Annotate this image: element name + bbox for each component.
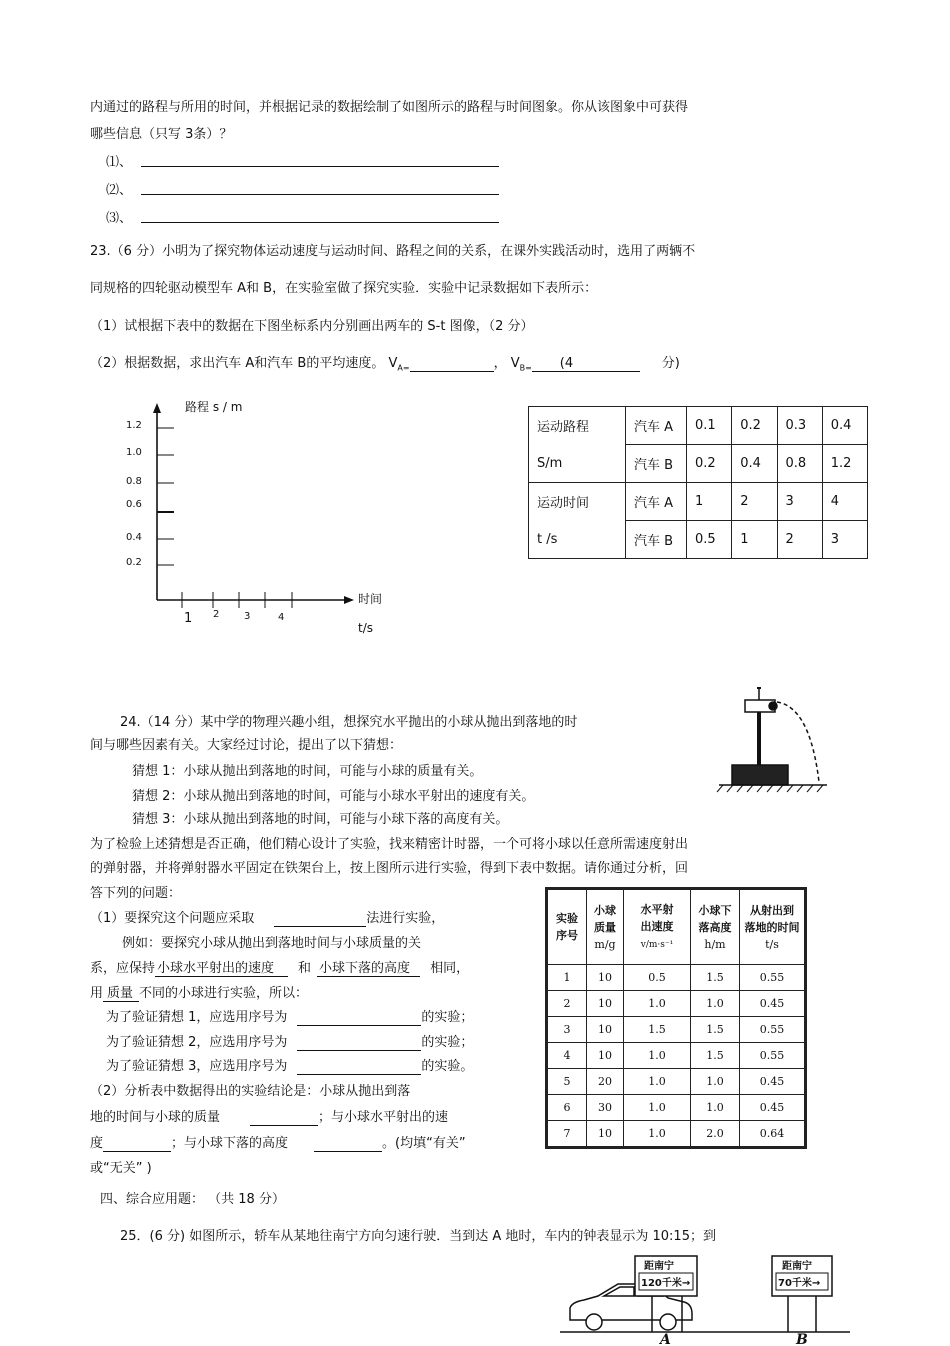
x-tick-label: 2 (213, 609, 220, 620)
q24-conclusion-3: 度 ；与小球下落的高度 。(均填“有关” (90, 1136, 466, 1151)
guess-3: 猜想 3：小球从抛出到落地的时间，可能与小球下落的高度有关。 (132, 812, 509, 827)
sign-b-distance: 70千米→ (778, 1278, 821, 1289)
label-b: B (796, 1332, 808, 1346)
sign-a-top: 距南宁 (644, 1261, 674, 1272)
table-row: 7 10 1.0 2.0 0.64 (547, 1121, 806, 1148)
table-row: 1 10 0.5 1.5 0.55 (547, 965, 806, 991)
x-tick-label: 1 (184, 611, 193, 626)
table-row: 5 20 1.0 1.0 0.45 (547, 1069, 806, 1095)
verify-1: 为了验证猜想 1，应选用序号为 的实验； (106, 1010, 474, 1025)
table-cell: 1 (732, 521, 777, 559)
table-cell: 0.3 (777, 407, 822, 445)
x-axis-unit: t/s (358, 621, 373, 635)
table-cell: 0.1 (687, 407, 732, 445)
q24-sub-2: 例如：要探究小球从抛出到落地时间与小球质量的关 (122, 936, 422, 951)
q24-line-2: 间与哪些因素有关。大家经过讨论，提出了以下猜想： (90, 738, 403, 753)
car-b-label: 汽车 B (626, 521, 687, 559)
table-row: 6 30 1.0 1.0 0.45 (547, 1095, 806, 1121)
x-axis-arrow (344, 596, 354, 604)
table-cell: 4 (822, 483, 867, 521)
table-header: 实验 序号 (547, 889, 587, 965)
answer-item-1: ⑴、 (106, 155, 133, 170)
answer-line-3 (141, 222, 499, 223)
y-tick-label: 0.2 (126, 557, 142, 568)
intro-line-2: 哪些信息（只写 3条）？ (90, 127, 233, 142)
car-b-label: 汽车 B (626, 445, 687, 483)
answer-line-2 (141, 194, 499, 195)
q24-para-2: 的弹射器，并将弹射器水平固定在铁架台上，按上图所示进行实验，得到下表中数据。请你通过分析，回 (90, 861, 689, 876)
road-figure (560, 1252, 850, 1346)
time-unit: t /s (529, 521, 626, 559)
y-tick-label: 0.4 (126, 532, 142, 543)
x-tick-label: 4 (278, 612, 285, 623)
q24-para-1: 为了检验上述猜想是否正确，他们精心设计了实验，找来精密计时器，一个可将小球以任意所需速度射出 (90, 837, 689, 852)
q23-sub-2: （2）根据数据，求出汽车 A和汽车 B的平均速度。 $V_{A=}$ ， $V_{B=}$ (4 分) (90, 356, 680, 373)
verify-2: 为了验证猜想 2，应选用序号为 的实验； (106, 1035, 474, 1050)
car-wheel (586, 1314, 602, 1330)
sign-a-distance: 120千米→ (641, 1278, 691, 1289)
answer-line-1 (141, 166, 499, 167)
guess-1: 猜想 1：小球从抛出到落地的时间，可能与小球的质量有关。 (132, 764, 483, 779)
table-cell: 0.4 (822, 407, 867, 445)
q24-conclusion-1: （2）分析表中数据得出的实验结论是：小球从抛出到落 (90, 1084, 411, 1099)
table-cell: 3 (777, 483, 822, 521)
car-data-table (528, 406, 868, 559)
table-cell: 2 (777, 521, 822, 559)
table-cell: 0.4 (732, 445, 777, 483)
x-axis-label: 时间 (358, 592, 383, 606)
q24-sub-1: （1）要探究这个问题应采取 法进行实验， (90, 911, 445, 926)
q23-sub-1: （1）试根据下表中的数据在下图坐标系内分别画出两车的 S-t 图像，（2 分） (90, 319, 534, 334)
s-t-graph (110, 395, 400, 645)
y-tick-label: 1.2 (126, 420, 142, 431)
table-cell: 0.8 (777, 445, 822, 483)
launcher-figure (715, 682, 830, 804)
x-tick-label: 3 (244, 611, 251, 622)
car-a-label: 汽车 A (626, 483, 687, 521)
guess-2: 猜想 2：小球从抛出到落地的时间，可能与小球水平射出的速度有关。 (132, 789, 535, 804)
table-cell: 0.2 (687, 445, 732, 483)
table-row: 3 10 1.5 1.5 0.55 (547, 1017, 806, 1043)
dist-label: 运动路程 (529, 407, 626, 445)
table-cell: 0.2 (732, 407, 777, 445)
table-cell: 1.2 (822, 445, 867, 483)
table-cell: 2 (732, 483, 777, 521)
q24-conclusion-2: 地的时间与小球的质量 ；与小球水平射出的速 (90, 1110, 449, 1125)
table-cell: 0.5 (687, 521, 732, 559)
q23-line-2: 同规格的四轮驱动模型车 A和 B，在实验室做了探究实验．实验中记录数据如下表所示： (90, 281, 598, 296)
table-row: 2 10 1.0 1.0 0.45 (547, 991, 806, 1017)
table-header: 水平射 出速度 v/m·s⁻¹ (624, 889, 691, 965)
ball (769, 702, 777, 710)
car-wheel (660, 1314, 676, 1330)
car-a-label: 汽车 A (626, 407, 687, 445)
time-label: 运动时间 (529, 483, 626, 521)
sign-b-top: 距南宁 (782, 1261, 812, 1272)
answer-item-2: ⑵、 (106, 183, 133, 198)
table-cell: 3 (822, 521, 867, 559)
intro-line-1: 内通过的路程与所用的时间，并根据记录的数据绘制了如图所示的路程与时间图象。你从该图象中可获得 (90, 100, 689, 115)
section-title: 四、综合应用题： （共 18 分） (100, 1192, 285, 1207)
table-cell: 1 (687, 483, 732, 521)
q25-line-1: 25．(6 分) 如图所示，轿车从某地往南宁方向匀速行驶．当到达 A 地时，车内的钟表显示为 10:15；到 (120, 1229, 716, 1244)
label-a: A (660, 1332, 671, 1346)
y-tick-label: 1.0 (126, 447, 142, 458)
table-header: 小球下 落高度 h/m (691, 889, 740, 965)
q23-line-1: 23.（6 分）小明为了探究物体运动速度与运动时间、路程之间的关系，在课外实践活动时，选用了两辆不 (90, 244, 696, 259)
dist-unit: S/m (529, 445, 626, 483)
q24-sub-3: 系，应保持 小球水平射出的速度 和 小球下落的高度 相同， (90, 957, 469, 977)
q24-conclusion-4: 或“无关” ) (90, 1161, 152, 1176)
table-row: 4 10 1.0 1.5 0.55 (547, 1043, 806, 1069)
y-axis-arrow (153, 403, 161, 413)
q24-sub-4: 用 质量 不同的小球进行实验，所以： (90, 982, 308, 1002)
verify-3: 为了验证猜想 3，应选用序号为 的实验。 (106, 1059, 474, 1074)
y-tick-label: 0.8 (126, 476, 142, 487)
q24-para-3: 答下列的问题： (90, 886, 182, 901)
table-header: 小球 质量 m/g (587, 889, 624, 965)
ball-experiment-table (545, 887, 807, 1149)
stand-base (732, 765, 788, 785)
table-header: 从射出到 落地的时间 t/s (740, 889, 806, 965)
y-tick-label: 0.6 (126, 499, 142, 510)
answer-item-3: ⑶、 (106, 211, 133, 226)
q24-line-1: 24.（14 分）某中学的物理兴趣小组，想探究水平抛出的小球从抛出到落地的时 (120, 715, 578, 730)
y-axis-label: 路程 s / m (185, 400, 243, 414)
